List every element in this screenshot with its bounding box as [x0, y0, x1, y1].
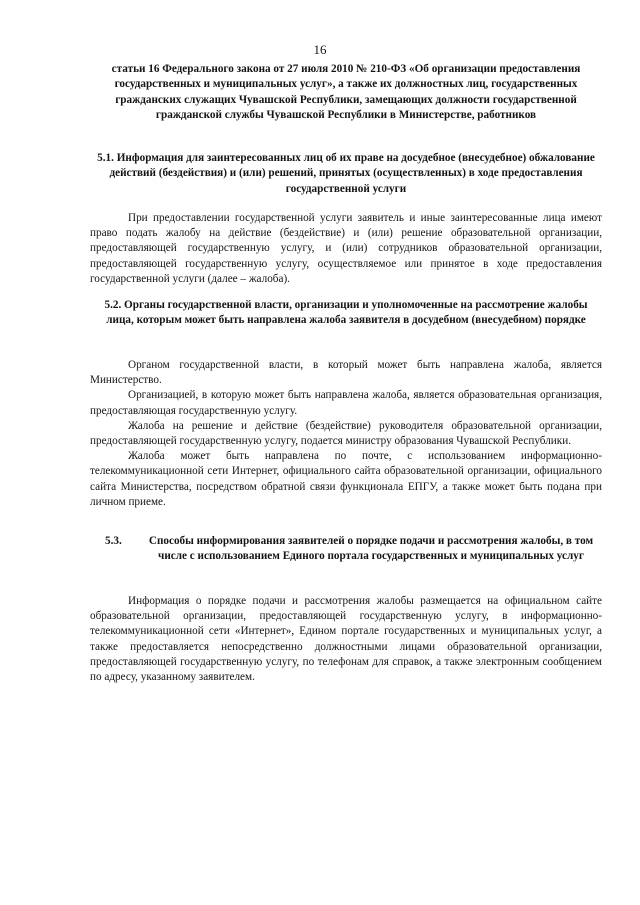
heading-intro: статьи 16 Федерального закона от 27 июля 2010 № 210-ФЗ «Об организации предоставления государственных и муниципальных услуг», а также их должностных лиц, государственных гражданских служащих Чувашской Республики, замещающих должности государственной гражданской службы Чувашской Республики в Министерстве, работников: [111, 63, 581, 122]
section-5-1-body: [90, 211, 602, 287]
paragraph: Жалоба может быть направлена по почте, с использованием информационно-телекоммуникационной сети Интернет, официального сайта образовательной организации, официального сайта Министерства, посредством обратной связи функционала ЕПГУ, а также может быть подана при личном приеме.: [90, 450, 602, 508]
section-number: 5.3.: [105, 535, 122, 547]
section-5-3-body: [90, 594, 602, 685]
section-5-2-body: [90, 358, 602, 510]
paragraph: Организацией, в которую может быть направлена жалоба, является образовательная организация, предоставляющая государственную услугу.: [90, 389, 602, 417]
section-5-3-heading: [90, 534, 602, 565]
section-5-1-heading: 5.1. Информация для заинтересованных лиц об их праве на досудебное (внесудебное) обжалование действий (бездействия) и (или) решений, принятых (осуществленных) в ходе предоставления государственной услуги: [97, 152, 595, 195]
paragraph: Органом государственной власти, в который может быть направлена жалоба, является Министерство.: [90, 359, 602, 387]
paragraph: Информация о порядке подачи и рассмотрения жалобы размещается на официальном сайте образовательной организации, предоставляющей государственную услугу, в информационно-телекоммуникационной сети «Интернет», Едином портале государственных и муниципальных услуг, а также предоставляется непосредственно должностными лицами образовательной организации, предоставляющей государственную услугу, по телефонам для справок, а также электронным сообщением по адресу, указанному заявителем.: [90, 595, 602, 684]
section-title: Способы информирования заявителей о порядке подачи и рассмотрения жалобы, в том числе с использованием Единого портала государственных и муниципальных услуг: [148, 535, 594, 563]
section-5-2-heading: 5.2. Органы государственной власти, организации и уполномоченные на рассмотрение жалобы лица, которым может быть направлена жалоба заявителя в досудебном (внесудебном) порядке: [104, 299, 588, 327]
page-number: 16: [313, 42, 327, 57]
paragraph: При предоставлении государственной услуги заявитель и иные заинтересованные лица имеют право подать жалобу на действие (бездействие) и (или) решение образовательной организации, предоставляющей государственную услугу, и (или) сотрудников образовательной организации, предоставляющей государственную услугу, осуществляемое или принятое в ходе предоставления государственной услуги (далее – жалоба).: [90, 212, 602, 285]
paragraph: Жалоба на решение и действие (бездействие) руководителя образовательной организации, предоставляющей государственную услугу, подается министру образования Чувашской Республики.: [90, 419, 602, 448]
